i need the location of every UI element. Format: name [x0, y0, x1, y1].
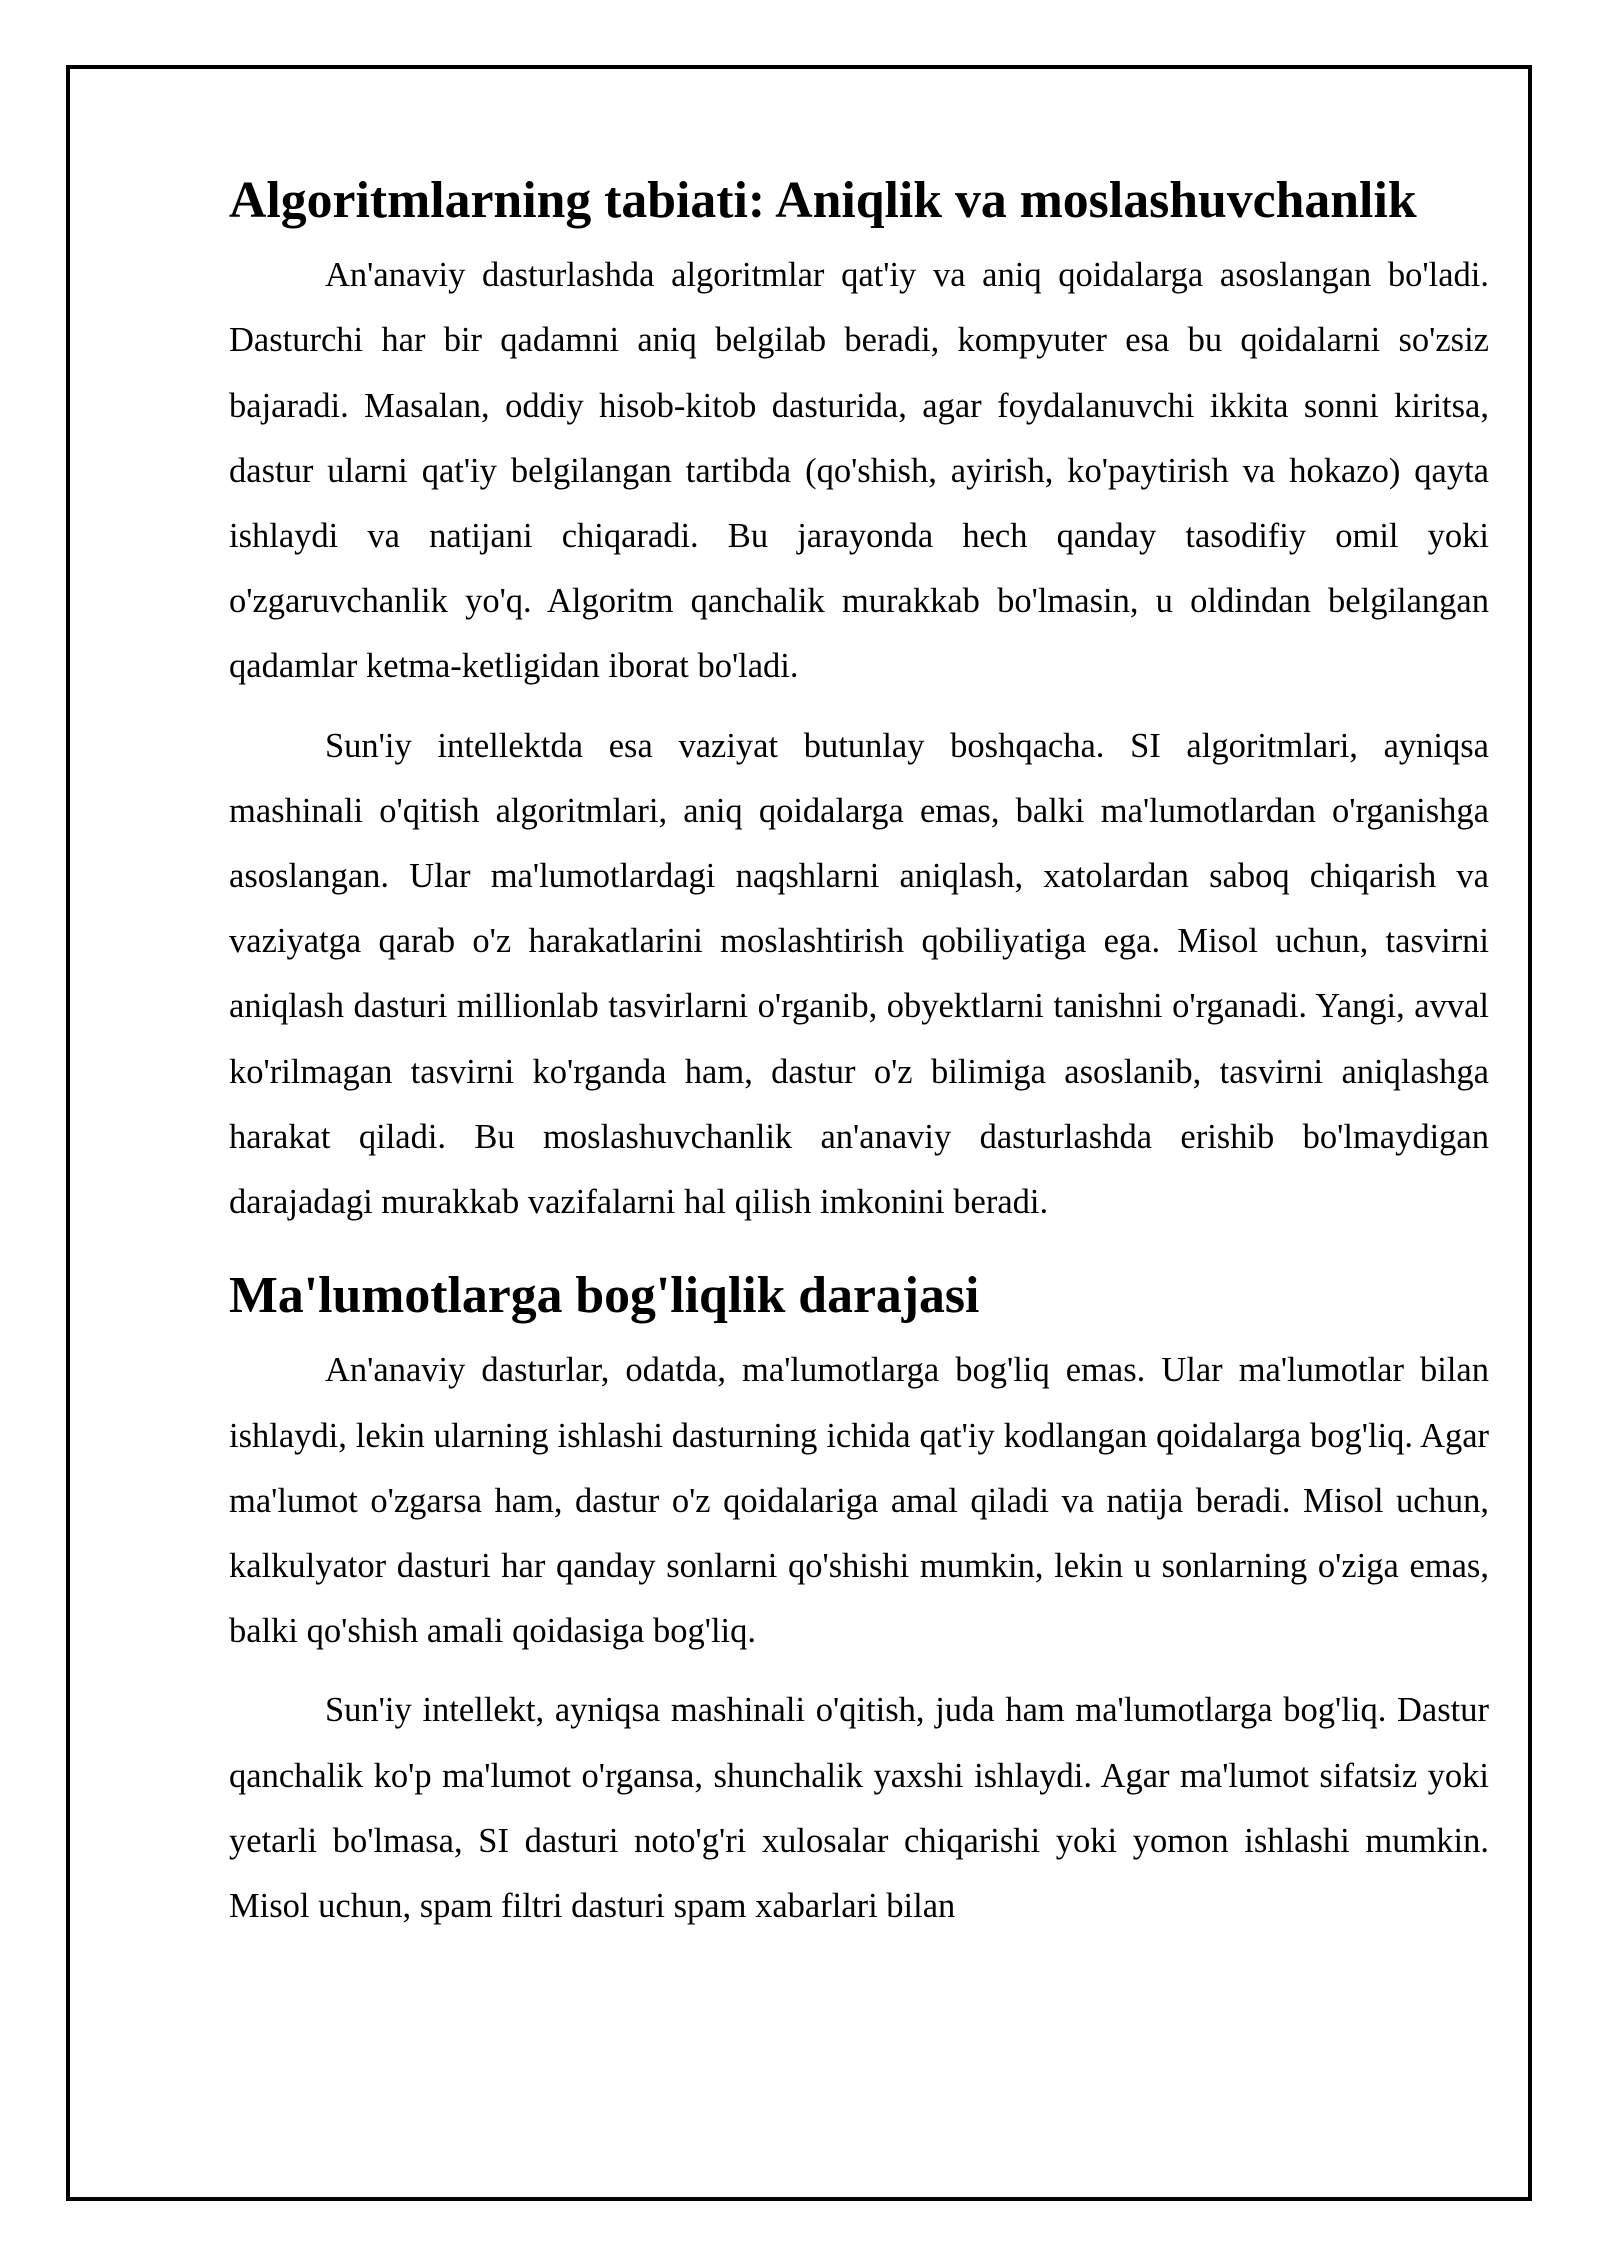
section-heading-data-dependency: Ma'lumotlarga bog'liqlik darajasi	[229, 1267, 980, 1325]
section-heading-algorithms-nature: Algoritmlarning tabiati: Aniqlik va moslashuvchanlik	[229, 172, 1417, 229]
paragraph-traditional-algorithms: An'anaviy dasturlashda algoritmlar qat'iy va aniq qoidalarga asoslangan bo'ladi. Dasturchi har bir qadamni aniq belgilab beradi, kompyuter esa bu qoidalarni so'zsiz bajaradi. Masalan, oddiy hisob-kitob dasturida, agar foydalanuvchi ikkita sonni kiritsa, dastur ularni qat'iy belgilangan tartibda (qo'shish, ayirish, ko'paytirish va hokazo) qayta ishlaydi va natijani chiqaradi. Bu jarayonda hech qanday tasodifiy omil yoki o'zgaruvchanlik yo'q. Algoritm qanchalik murakkab bo'lmasin, u oldindan belgilangan qadamlar ketma-ketligidan iborat bo'ladi.	[229, 256, 1489, 686]
paragraph-ai-data: Sun'iy intellekt, ayniqsa mashinali o'qitish, juda ham ma'lumotlarga bog'liq. Dastur qanchalik ko'p ma'lumot o'rgansa, shunchalik yaxshi ishlaydi. Agar ma'lumot sifatsiz yoki yetarli bo'lmasa, SI dasturi noto'g'ri xulosalar chiqarishi yoki yomon ishlashi mumkin. Misol uchun, spam filtri dasturi spam xabarlari bilan	[229, 1691, 1489, 1926]
paragraph-traditional-data: An'anaviy dasturlar, odatda, ma'lumotlarga bog'liq emas. Ular ma'lumotlar bilan ishlaydi, lekin ularning ishlashi dasturning ichida qat'iy kodlangan qoidalarga bog'liq. Agar ma'lumot o'zgarsa ham, dastur o'z qoidalariga amal qiladi va natija beradi. Misol uchun, kalkulyator dasturi har qanday sonlarni qo'shishi mumkin, lekin u sonlarning o'ziga emas, balki qo'shish amali qoidasiga bog'liq.	[229, 1351, 1489, 1651]
paragraph-ai-algorithms: Sun'iy intellektda esa vaziyat butunlay boshqacha. SI algoritmlari, ayniqsa mashinali o'qitish algoritmlari, aniq qoidalarga emas, balki ma'lumotlardan o'rganishga asoslangan. Ular ma'lumotlardagi naqshlarni aniqlash, xatolardan saboq chiqarish va vaziyatga qarab o'z harakatlarini moslashtirish qobiliyatiga ega. Misol uchun, tasvirni aniqlash dasturi millionlab tasvirlarni o'rganib, obyektlarni tanishni o'rganadi. Yangi, avval ko'rilmagan tasvirni ko'rganda ham, dastur o'z bilimiga asoslanib, tasvirni aniqlashga harakat qiladi. Bu moslashuvchanlik an'anaviy dasturlashda erishib bo'lmaydigan darajadagi murakkab vazifalarni hal qilish imkonini beradi.	[229, 726, 1489, 1222]
document-body	[229, 168, 1489, 1953]
